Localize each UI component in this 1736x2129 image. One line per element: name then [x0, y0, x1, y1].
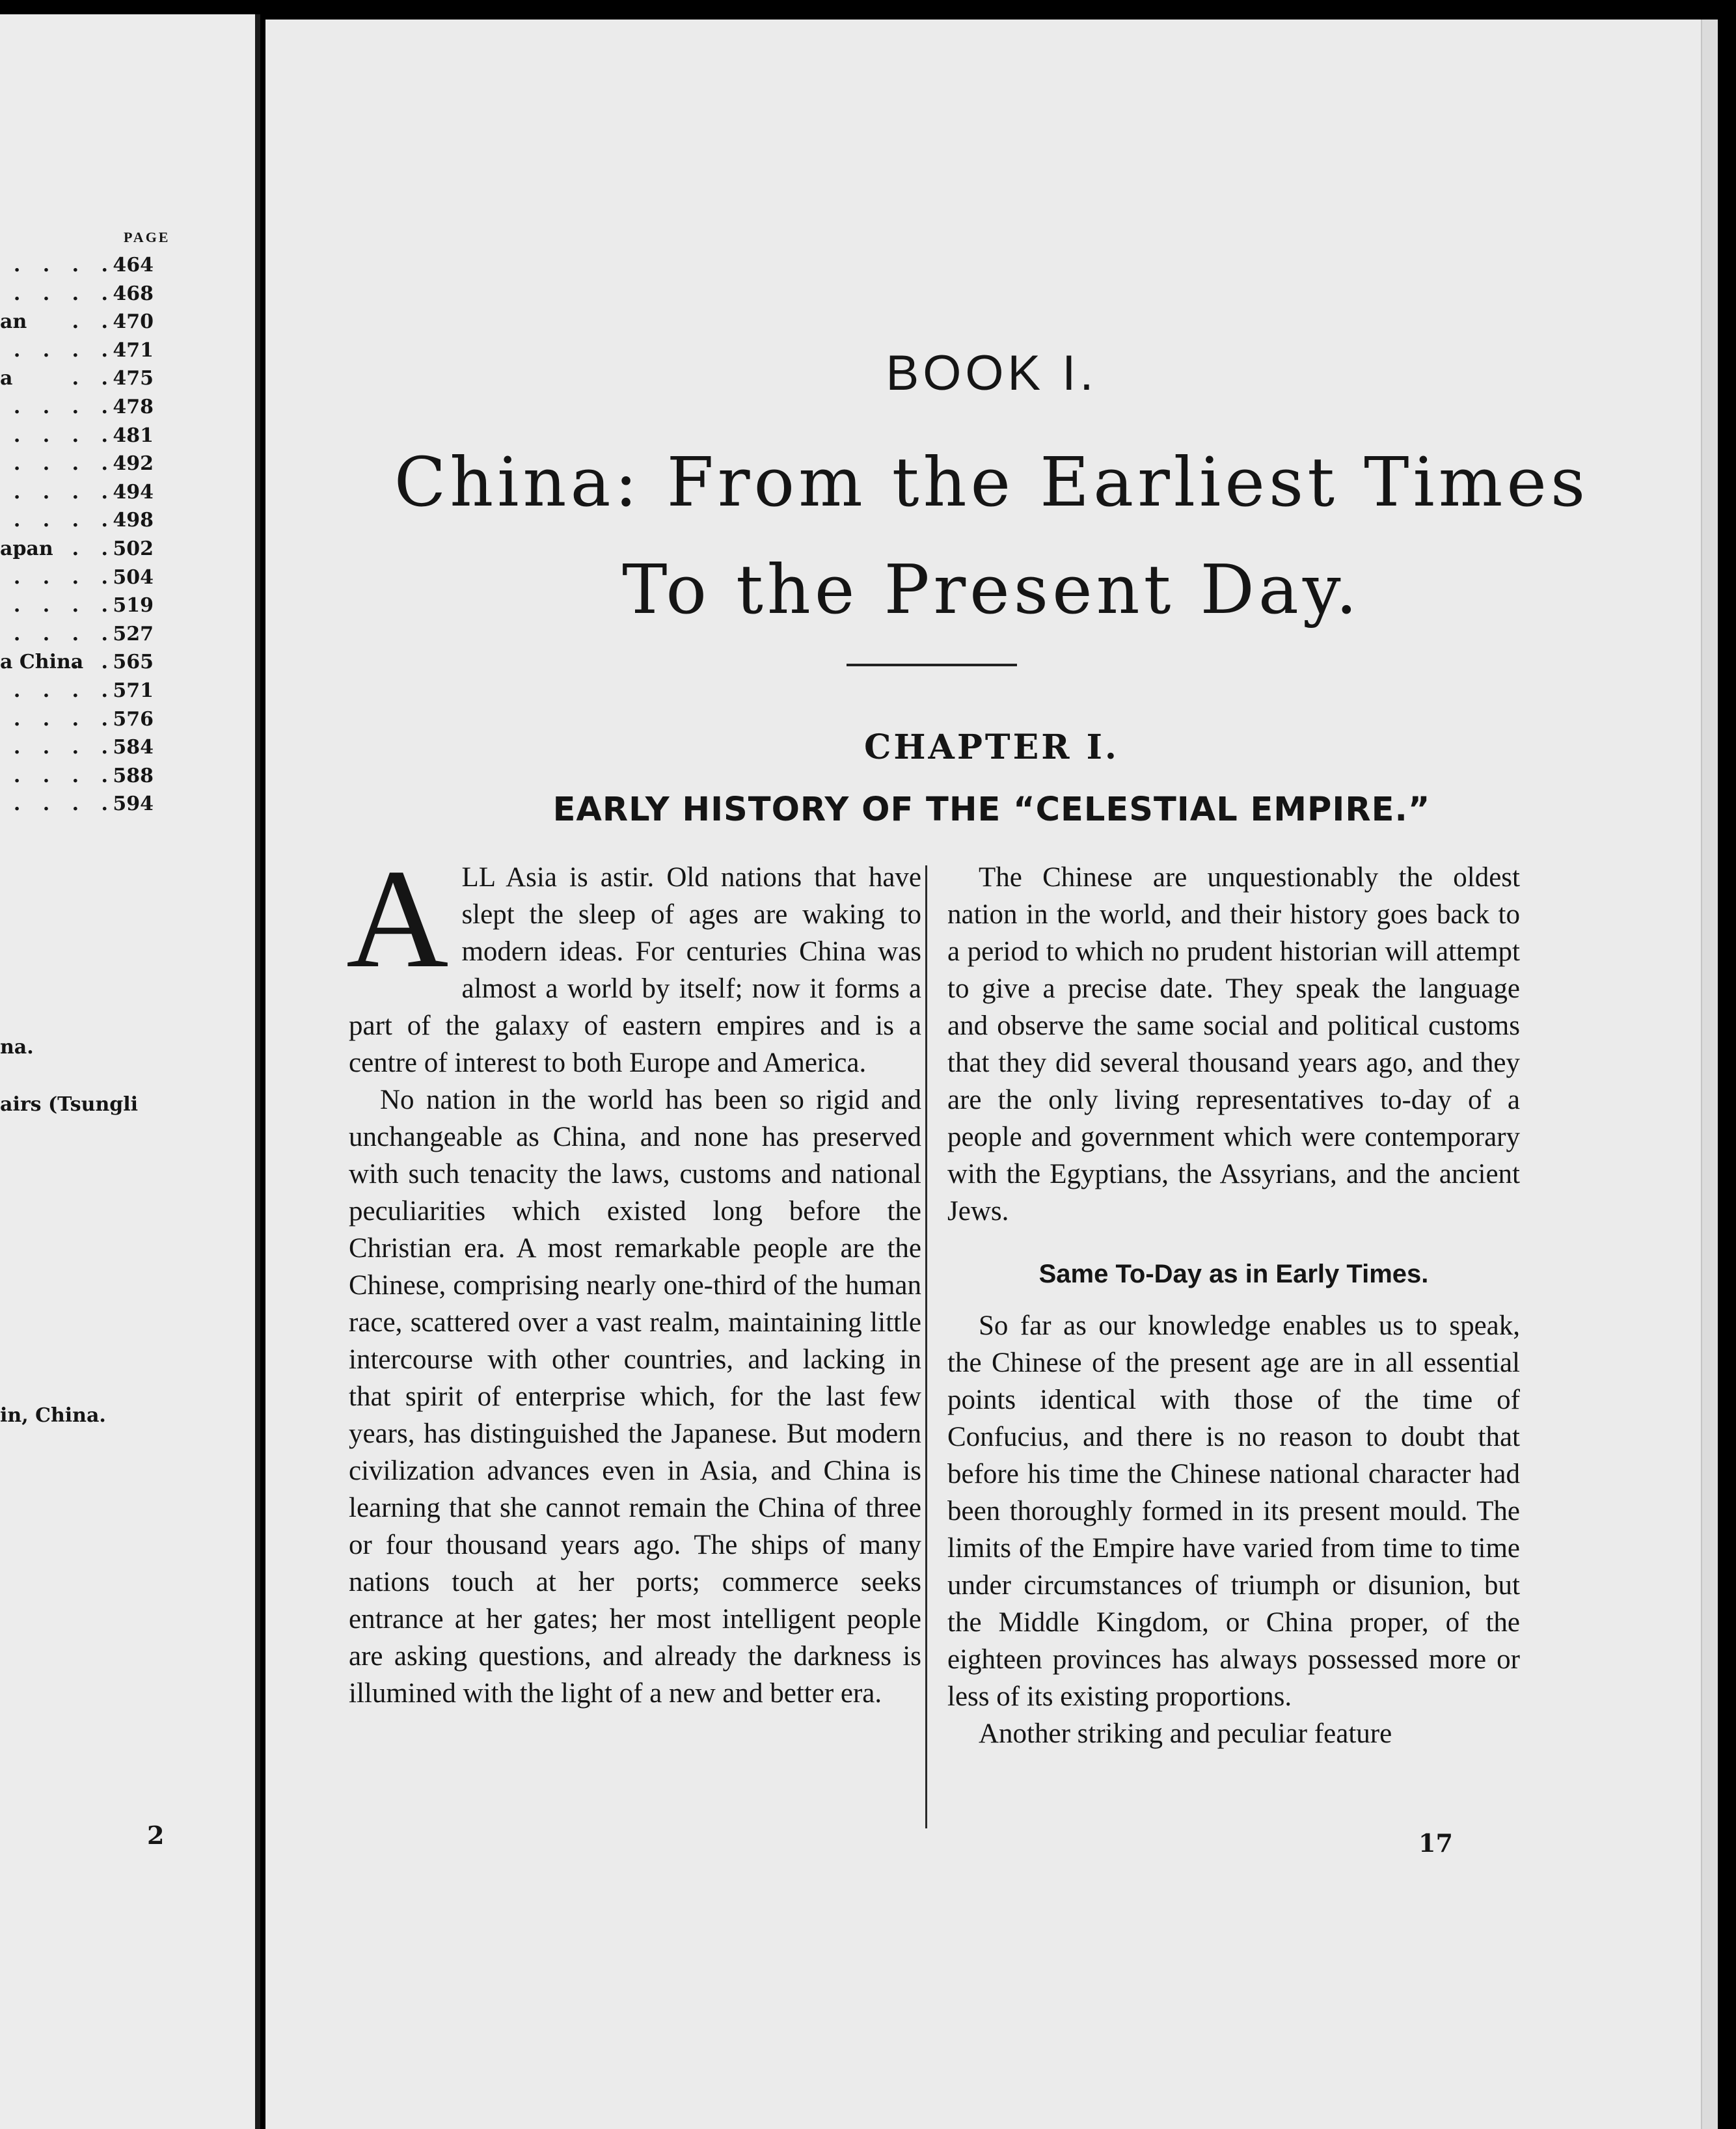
toc-page-number: 594: [113, 793, 154, 816]
toc-leader-dots: . . . .: [13, 452, 116, 476]
toc-leader-dots: . . . .: [13, 565, 116, 589]
chapter-title: EARLY HISTORY OF THE “CELESTIAL EMPIRE.”: [552, 791, 1431, 829]
toc-entry-label: apan: [0, 537, 53, 560]
toc-leader-dots: . . . .: [13, 424, 116, 447]
paragraph: [346, 841, 921, 1081]
toc-row: [0, 254, 156, 280]
toc-leader-dots: . . . .: [13, 679, 116, 702]
left-page-fragment: airs (Tsungli: [0, 1093, 139, 1116]
toc-row: [0, 765, 156, 791]
toc-row: [0, 282, 156, 308]
toc-leader-dots: . . . .: [13, 622, 116, 645]
toc-page-number: 478: [113, 396, 154, 418]
toc-leader-dots: . . . .: [13, 282, 116, 305]
toc-page-number: 464: [113, 254, 154, 277]
toc-page-number: 502: [113, 537, 154, 560]
toc-leader-dots: . . . .: [13, 338, 116, 362]
toc-row: [0, 594, 156, 620]
toc-leader-dots: . . . .: [13, 396, 116, 418]
toc-row: [0, 310, 156, 336]
toc-leader-dots: . .: [72, 367, 116, 390]
column-divider: [925, 865, 927, 1828]
section-heading: Same To-Day as in Early Times.: [1038, 1260, 1429, 1288]
toc-page-number: 468: [113, 282, 154, 305]
text-column-right: [947, 859, 1520, 1752]
toc-page-number: 471: [113, 338, 154, 362]
toc-leader-dots: . .: [72, 651, 116, 674]
toc-page-number: 527: [113, 622, 154, 645]
toc-row: [0, 566, 156, 592]
toc-row: [0, 509, 156, 535]
title-divider-rule: [847, 664, 1017, 666]
toc-row: [0, 396, 156, 422]
volume-title-line-2: To the Present Day.: [622, 550, 1361, 629]
toc-row: [0, 651, 156, 677]
toc-row: [0, 339, 156, 365]
text-column-left: [346, 841, 921, 1712]
toc-page-number: 588: [113, 764, 154, 787]
toc-page-number: 470: [113, 310, 154, 334]
toc-row: [0, 708, 156, 734]
toc-row: [0, 367, 156, 393]
toc-row: [0, 452, 156, 478]
toc-page-number: 481: [113, 424, 154, 447]
paragraph-text: LL Asia is astir. Old nations that have slept the sleep of ages are waking to modern ideas. For centuries China was almost a world by itself; now it forms a part of the galaxy of eastern empires and is a centre of interest to both Europe and America.: [349, 862, 921, 1078]
toc-leader-dots: . . . .: [13, 509, 116, 532]
main-page: [265, 20, 1718, 2129]
toc-leader-dots: . . . .: [13, 736, 116, 759]
toc-page-number: 576: [113, 707, 154, 731]
toc-page-number: 584: [113, 736, 154, 759]
toc-row: [0, 537, 156, 563]
toc-page-number: 492: [113, 452, 154, 476]
toc-leader-dots: . .: [72, 310, 116, 334]
toc-row: [0, 736, 156, 762]
toc-row: [0, 679, 156, 705]
toc-leader-dots: . . . .: [13, 764, 116, 787]
chapter-label: CHAPTER I.: [863, 727, 1120, 767]
toc-page-number: 475: [113, 367, 154, 390]
toc-row: [0, 424, 156, 450]
page-number: 17: [1418, 1828, 1453, 1858]
toc-leader-dots: . . . .: [13, 793, 116, 816]
left-page-fragment: in, China.: [0, 1404, 106, 1427]
left-page-fragment: na.: [0, 1036, 34, 1059]
toc-leader-dots: . .: [72, 537, 116, 560]
toc-entry-label: a: [0, 367, 13, 390]
previous-page-strip: [0, 14, 260, 2129]
paragraph: Another striking and peculiar feature: [979, 1718, 1392, 1749]
paragraph: The Chinese are unquestionably the oldest nation in the world, and their history goes back to a period to which no prudent historian will attempt to give a precise date. They speak the language and observe the same social and political customs that they did several thousand years ago, and they are the only living representatives to-day of a people and government which were contemporary with the Egyptians, the Assyrians, and the ancient Jews.: [947, 862, 1520, 1227]
book-title: BOOK I.: [886, 346, 1098, 401]
page-edge: [1701, 20, 1718, 2129]
toc-row: [0, 793, 156, 819]
toc-row: [0, 481, 156, 507]
left-page-folio: 2: [147, 1821, 165, 1850]
toc-entry-label: an: [0, 310, 27, 334]
drop-cap-initial: A: [346, 841, 449, 997]
paragraph: So far as our knowledge enables us to speak, the Chinese of the present age are in all essential points identical with those of the time of Confucius, and there is no reason to doubt that before his time the Chinese national character had been thoroughly formed in its present mould. The limits of the Empire have varied from time to time under circumstances of triumph or disunion, but the Middle Kingdom, or China proper, of the eighteen provinces has always possessed more or less of its existing proportions.: [947, 1310, 1520, 1712]
toc-page-number: 565: [113, 651, 154, 674]
toc-leader-dots: . . . .: [13, 480, 116, 504]
toc-row: [0, 623, 156, 649]
toc-page-number: 498: [113, 509, 154, 532]
toc-leader-dots: . . . .: [13, 707, 116, 731]
toc-entry-label: a China: [0, 651, 84, 674]
toc-page-number: 494: [113, 480, 154, 504]
toc-leader-dots: . . . .: [13, 594, 116, 617]
volume-title-line-1: China: From the Earliest Times: [394, 442, 1590, 522]
toc-page-number: 504: [113, 565, 154, 589]
toc-page-number: 571: [113, 679, 154, 702]
toc-page-header: PAGE: [124, 229, 170, 245]
paragraph: No nation in the world has been so rigid and unchangeable as China, and none has preserved with such tenacity the laws, customs and national peculiarities which existed long before the Christian era. A most remarkable people are the Chinese, comprising nearly one-third of the human race, scattered over a vast realm, maintaining little intercourse with other countries, and lacking in that spirit of enterprise which, for the last few years, has distinguished the Japanese. But modern civilization advances even in Asia, and China is learning that she cannot remain the China of three or four thousand years ago. The ships of many nations touch at her ports; commerce seeks entrance at her gates; her most intelligent people are asking questions, and already the darkness is illumined with the light of a new and better era.: [349, 1085, 921, 1709]
toc-page-number: 519: [113, 594, 154, 617]
toc-leader-dots: . . . .: [13, 254, 116, 277]
